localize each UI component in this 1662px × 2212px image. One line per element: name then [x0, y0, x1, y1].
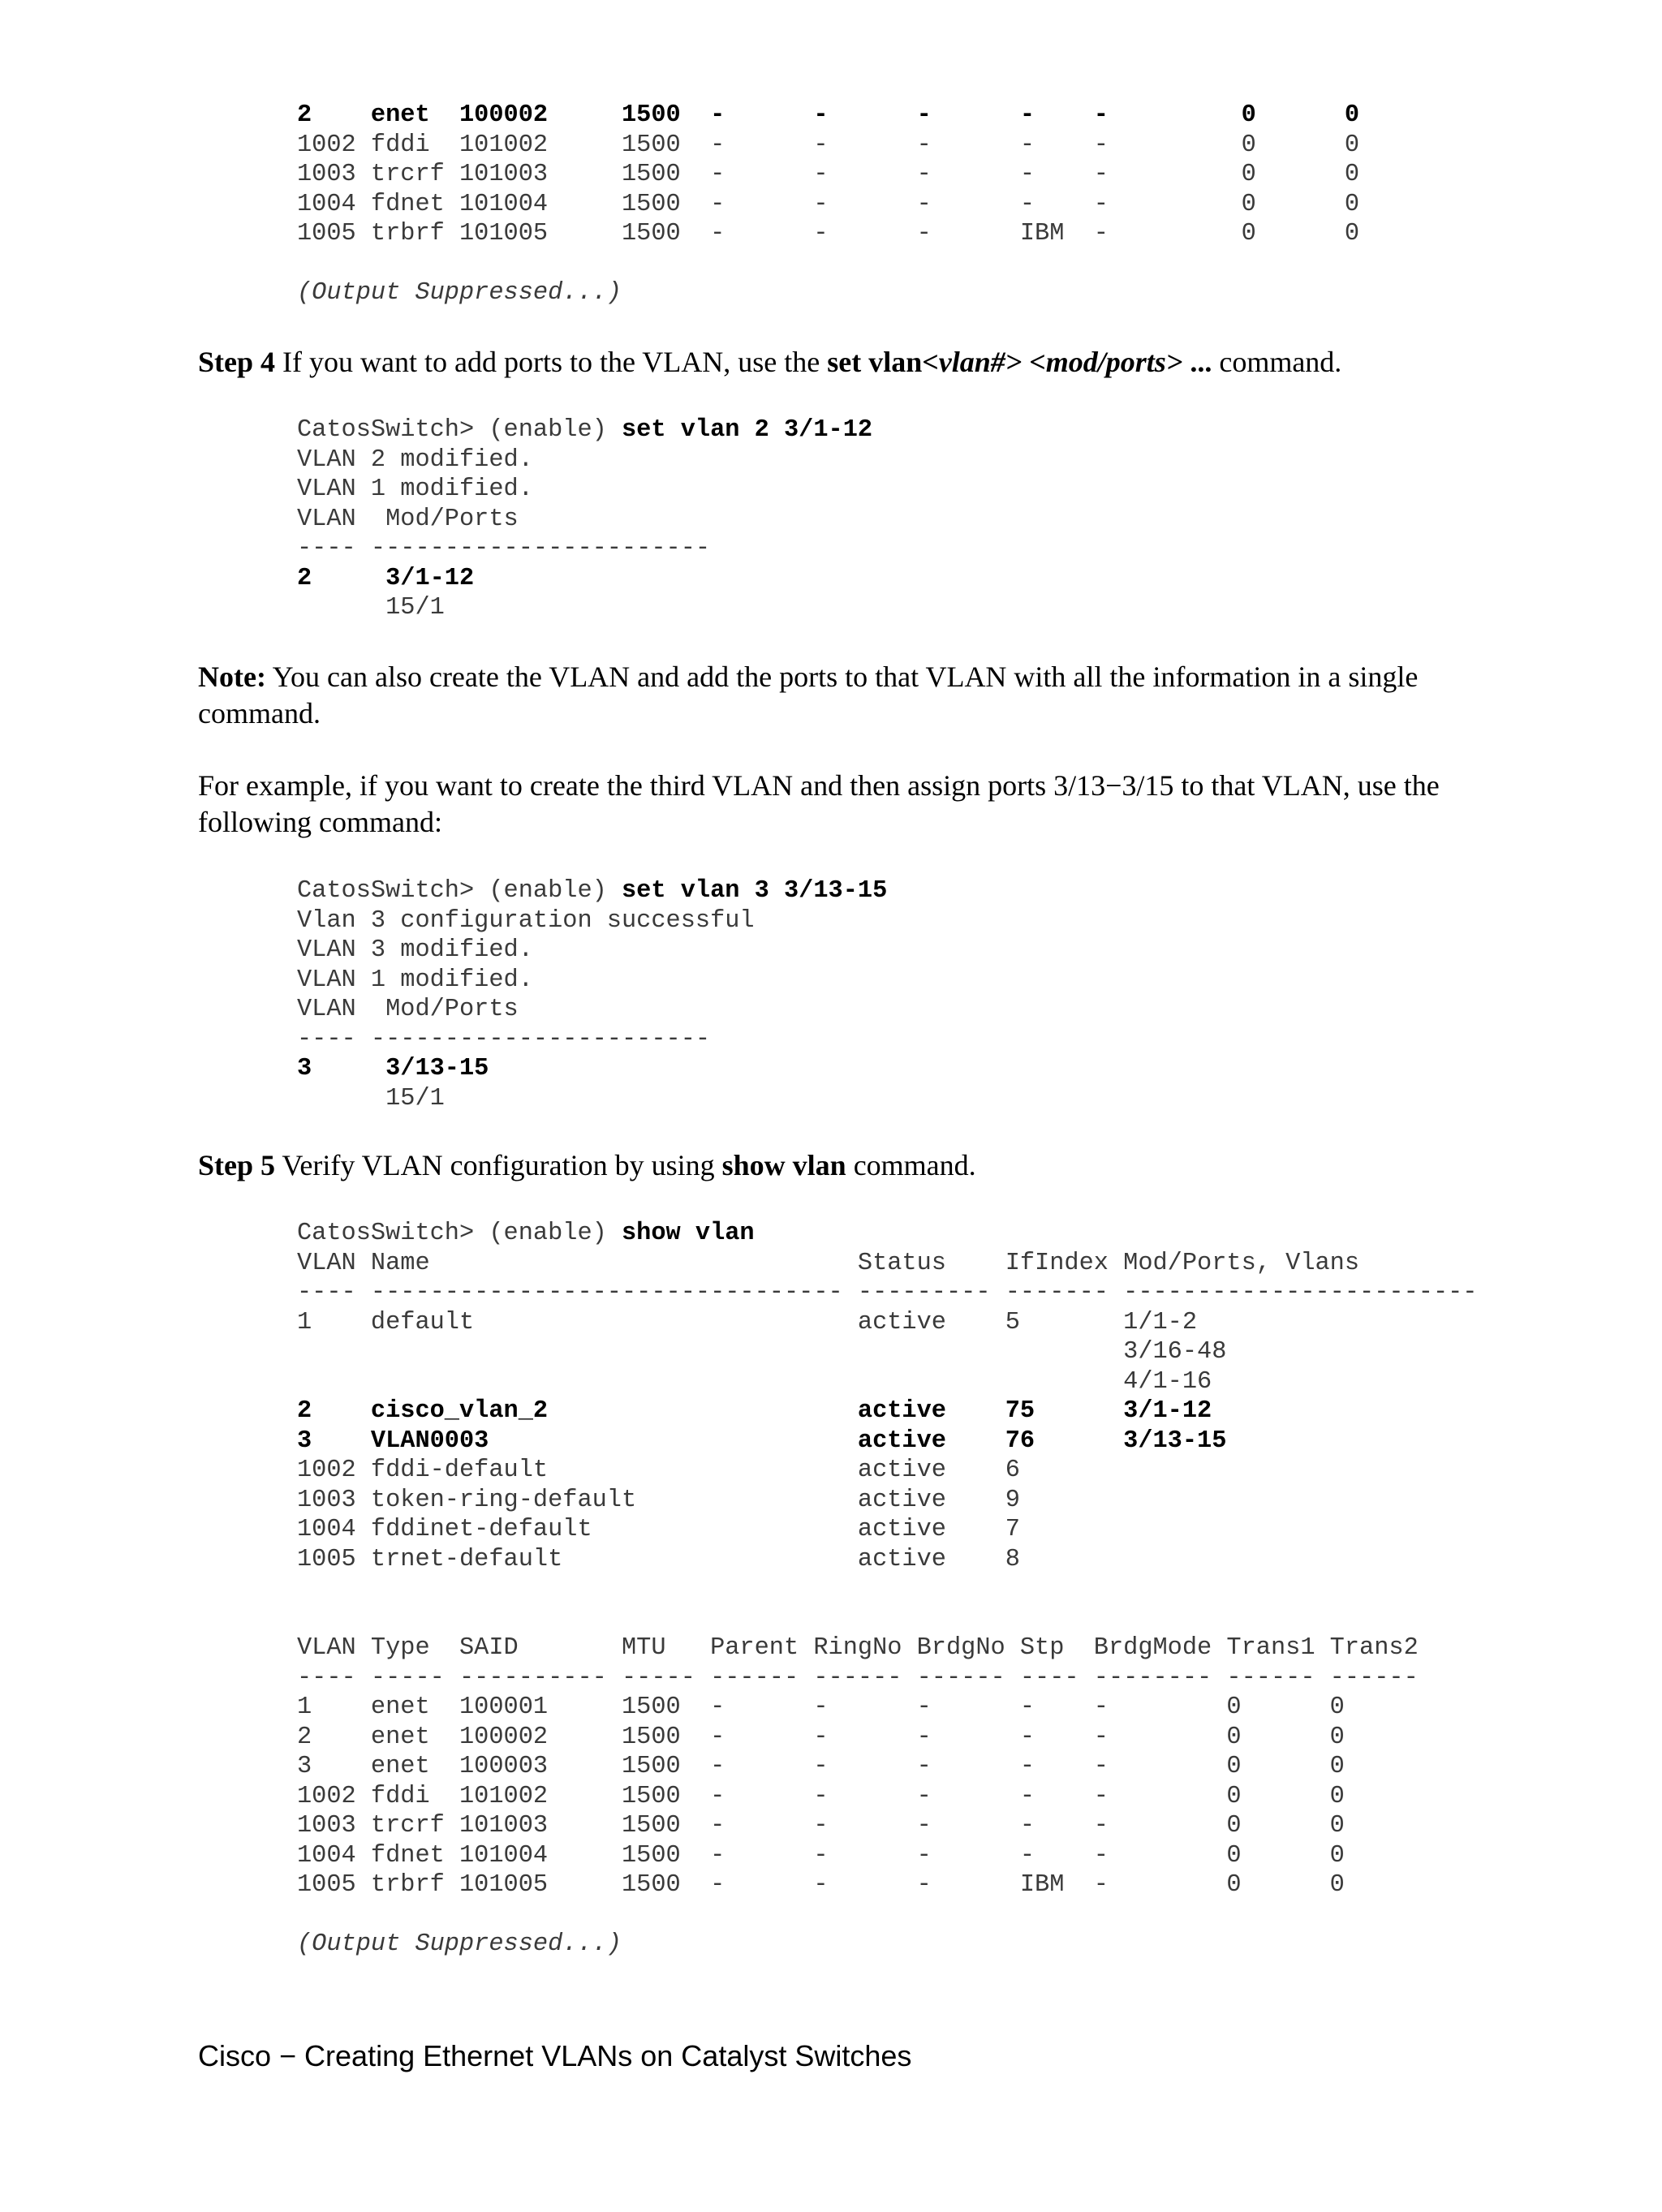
note-text: You can also create the VLAN and add the ports to that VLAN with all the information in a single command. — [198, 661, 1419, 729]
top-table-row: 1002 fddi 101002 1500 - - - - - 0 0 — [297, 131, 1360, 159]
step5-label: Step 5 — [198, 1149, 276, 1181]
cli-prompt: CatosSwitch> (enable) — [297, 416, 622, 444]
output-suppressed-note: (Output Suppressed...) — [297, 279, 622, 307]
cli-output-line: VLAN 2 modified. — [297, 445, 533, 474]
vlan-type-table-header: VLAN Type SAID MTU Parent RingNo BrdgNo Stp BrdgMode Trans1 Trans2 — [297, 1634, 1419, 1662]
cli-output-line: VLAN Mod/Ports — [297, 996, 519, 1023]
step4-text-end: command. — [1212, 346, 1342, 378]
vlan-table-row-bold: 3 VLAN0003 active 76 3/13-15 — [297, 1427, 1227, 1455]
top-table-row: 1004 fdnet 101004 1500 - - - - - 0 0 — [297, 190, 1360, 218]
vlan-type-table-row: 1003 trcrf 101003 1500 - - - - - 0 0 — [297, 1812, 1345, 1840]
cli-command: set vlan 3 3/13-15 — [621, 877, 888, 905]
step4-arg-ports: <mod/ports> — [1022, 346, 1183, 378]
vlan-type-table-row: 1002 fddi 101002 1500 - - - - - 0 0 — [297, 1782, 1345, 1810]
step4-command: set vlan — [827, 346, 923, 378]
top-vlan-table — [297, 101, 1359, 308]
step5-paragraph — [198, 1147, 1496, 1184]
step4-code-block — [297, 415, 872, 623]
step4-paragraph — [198, 344, 1496, 381]
step5-text: Verify VLAN configuration by using — [275, 1149, 722, 1181]
vlan-table-row: 1004 fddinet-default active 7 — [297, 1516, 1020, 1543]
step4-arg-vlan: <vlan#> — [922, 346, 1023, 378]
cli-output-line: VLAN 1 modified. — [297, 476, 533, 503]
step5-command: show vlan — [721, 1149, 846, 1181]
vlan-table-row: 1003 token-ring-default active 9 — [297, 1486, 1020, 1514]
cli-output-line: 15/1 — [297, 594, 445, 622]
vlan-table-row: 1005 trnet-default active 8 — [297, 1545, 1020, 1573]
example-code-block — [297, 876, 887, 1113]
vlan-table-divider: ---- -------------------------------- --------- ------- ------------------------ — [297, 1279, 1478, 1306]
vlan-type-table-row: 1 enet 100001 1500 - - - - - 0 0 — [297, 1693, 1345, 1721]
vlan-table-row: 1 default active 5 1/1-2 — [297, 1308, 1198, 1336]
note-label: Note: — [198, 661, 266, 693]
top-table-row-bold: 2 enet 100002 1500 - - - - - 0 0 — [297, 101, 1360, 129]
top-table-row: 1003 trcrf 101003 1500 - - - - - 0 0 — [297, 161, 1360, 188]
cli-command: show vlan — [621, 1220, 755, 1247]
cli-prompt: CatosSwitch> (enable) — [297, 877, 622, 905]
vlan-table-row: 4/1-16 — [297, 1367, 1212, 1396]
note-paragraph — [198, 659, 1496, 732]
vlan-type-table-row: 2 enet 100002 1500 - - - - - 0 0 — [297, 1723, 1345, 1751]
cli-command: set vlan 2 3/1-12 — [621, 416, 873, 444]
cli-output-bold-row: 2 3/1-12 — [297, 564, 475, 592]
cli-output-line: ---- ----------------------- — [297, 535, 711, 562]
step4-text: If you want to add ports to the VLAN, use the — [275, 346, 828, 378]
cli-output-line: VLAN 3 modified. — [297, 936, 533, 964]
page-footer: Cisco − Creating Ethernet VLANs on Catalyst Switches — [198, 2039, 912, 2072]
top-table-row: 1005 trbrf 101005 1500 - - - IBM - 0 0 — [297, 220, 1360, 247]
vlan-type-table-row: 1005 trbrf 101005 1500 - - - IBM - 0 0 — [297, 1871, 1345, 1899]
vlan-table-header: VLAN Name Status IfIndex Mod/Ports, Vlans — [297, 1249, 1360, 1277]
vlan-table-row: 3/16-48 — [297, 1338, 1227, 1366]
vlan-table-row: 1002 fddi-default active 6 — [297, 1457, 1020, 1484]
step4-ellipsis: ... — [1182, 346, 1212, 378]
step5-text-end: command. — [846, 1149, 976, 1181]
cli-output-bold-row: 3 3/13-15 — [297, 1055, 489, 1082]
vlan-type-table-divider: ---- ----- ---------- ----- ------ ------ ------ ---- -------- ------ ------ — [297, 1663, 1419, 1692]
vlan-type-table-row: 3 enet 100003 1500 - - - - - 0 0 — [297, 1753, 1345, 1780]
cli-output-line: ---- ----------------------- — [297, 1025, 711, 1053]
cli-prompt: CatosSwitch> (enable) — [297, 1220, 622, 1247]
vlan-table-row-bold: 2 cisco_vlan_2 active 75 3/1-12 — [297, 1397, 1212, 1425]
step5-code-block — [297, 1219, 1478, 1960]
output-suppressed-note: (Output Suppressed...) — [297, 1930, 622, 1958]
cli-output-line: Vlan 3 configuration successful — [297, 906, 755, 935]
cli-output-line: VLAN 1 modified. — [297, 966, 533, 994]
step4-label: Step 4 — [198, 346, 276, 378]
vlan-type-table-row: 1004 fdnet 101004 1500 - - - - - 0 0 — [297, 1841, 1345, 1870]
example-paragraph: For example, if you want to create the third VLAN and then assign ports 3/13−3/15 to that VLAN, use the following command: — [198, 769, 1440, 838]
cli-output-line: 15/1 — [297, 1084, 445, 1112]
cli-output-line: VLAN Mod/Ports — [297, 505, 519, 533]
